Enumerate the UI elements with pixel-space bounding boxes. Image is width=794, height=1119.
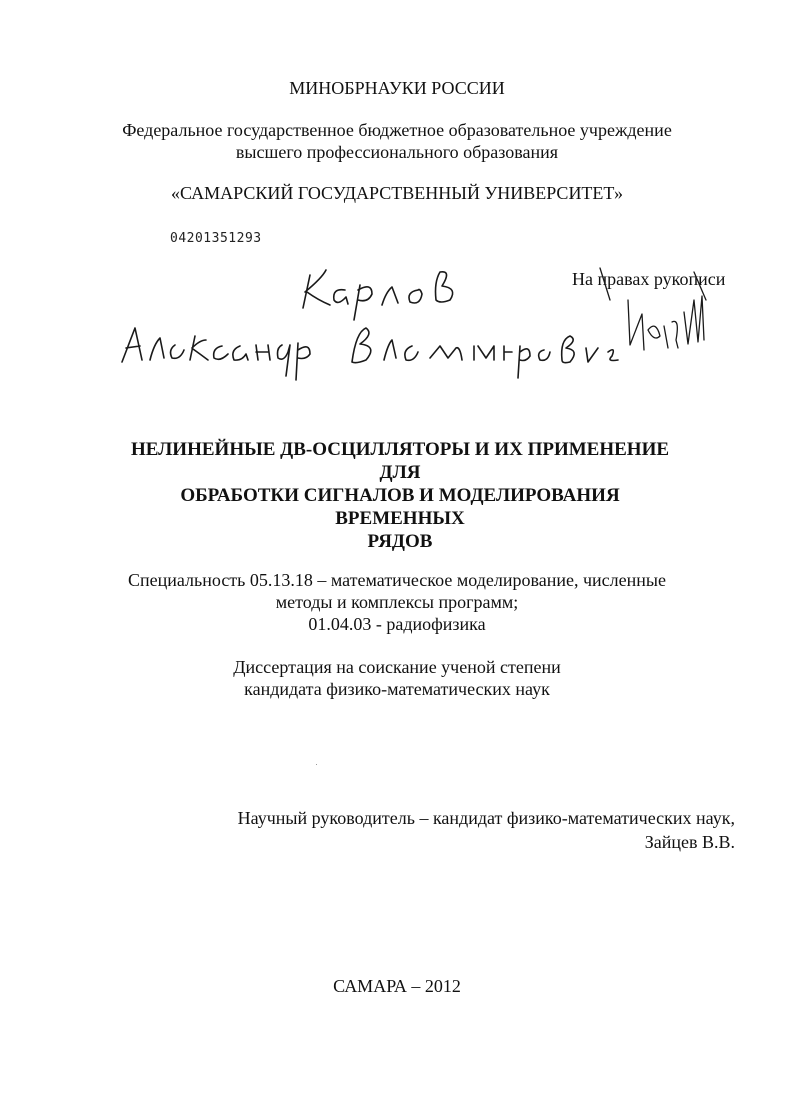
title-line-1: НЕЛИНЕЙНЫЕ ДВ-ОСЦИЛЛЯТОРЫ И ИХ ПРИМЕНЕНИЕ ДЛЯ [130, 439, 670, 483]
handwriting-stroke-v [436, 272, 453, 302]
handwriting-stroke-l [382, 287, 398, 305]
institution-line-1: Федеральное государственное бюджетное образовательное учреждение [122, 120, 672, 140]
signature [600, 268, 706, 350]
dissertation-title [120, 438, 680, 553]
handwriting-stroke-a [334, 290, 348, 304]
degree-line-2: кандидата физико-математических наук [244, 679, 550, 699]
handwriting-stroke-word-2a [352, 328, 396, 363]
handwriting-stroke-k [303, 270, 330, 308]
advisor-line-2: Зайцев В.В. [644, 832, 735, 852]
handwriting-stroke-o [409, 290, 422, 304]
handwriting-stroke-word-1b [214, 343, 310, 380]
degree-line-1: Диссертация на соискание ученой степени [233, 657, 561, 677]
handwriting-stroke-word-2b [405, 346, 530, 378]
ministry-heading: МИНОБРНАУКИ РОССИИ [289, 78, 505, 98]
advisor-line-1: Научный руководитель – кандидат физико-математических наук, [237, 808, 735, 828]
title-line-3: РЯДОВ [367, 531, 433, 552]
title-line-2: ОБРАБОТКИ СИГНАЛОВ И МОДЕЛИРОВАНИЯ ВРЕМЕННЫХ [180, 485, 620, 529]
specialty-line-2: методы и комплексы программ; [275, 592, 519, 612]
scan-speck [316, 764, 317, 765]
handwriting-stroke-word-1a [150, 336, 208, 360]
handwritten-author-name [0, 0, 794, 420]
handwriting-stroke-word-2c [539, 336, 618, 363]
signature-stroke-2 [648, 321, 678, 348]
university-name: «САМАРСКИЙ ГОСУДАРСТВЕННЫЙ УНИВЕРСИТЕТ» [171, 183, 623, 203]
city-year: САМАРА – 2012 [333, 976, 461, 996]
handwriting-stroke-A [122, 328, 142, 362]
dissertation-degree [0, 656, 794, 700]
rights-note: На правах рукописи [572, 269, 726, 289]
scientific-advisor [200, 806, 735, 854]
specialty-line-3: 01.04.03 - радиофизика [308, 614, 486, 634]
handwriting-stroke-p [354, 285, 372, 320]
specialty-line-1: Специальность 05.13.18 – математическое моделирование, численные [128, 570, 666, 590]
signature-stroke-1 [628, 300, 644, 350]
specialty-block [0, 569, 794, 635]
document-number: 04201351293 [170, 231, 262, 246]
signature-stroke-3 [684, 296, 704, 344]
signature-stroke-4 [600, 268, 706, 300]
institution-line-2: высшего профессионального образования [235, 142, 559, 162]
